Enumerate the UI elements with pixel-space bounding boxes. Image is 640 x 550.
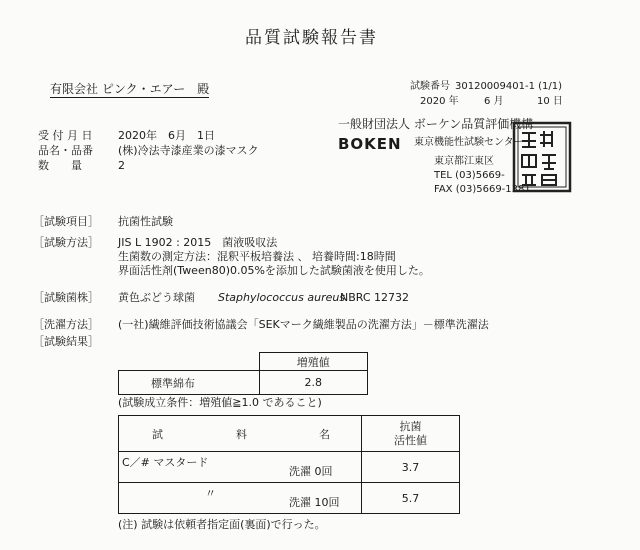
sample-table-header-value <box>362 416 460 452</box>
test-method-value: JIS L 1902 : 2015 菌液吸収法 <box>118 236 278 249</box>
sample-header-value-line2: 活性値 <box>394 433 427 447</box>
test-item-value: 抗菌性試験 <box>118 215 173 228</box>
sample-name: 〃 <box>205 487 216 500</box>
report-no-label: 試験番号 <box>410 81 450 92</box>
sample-header-char-1: 試 <box>152 428 163 441</box>
test-strain-latin: Staphylococcus aureus <box>218 291 346 304</box>
wash-method-value: (一社)繊維評価技術協議会「SEKマーク繊維製品の洗濯方法」－標準洗濯法 <box>118 318 489 331</box>
sample-name: C／# マスタード <box>122 456 209 469</box>
sample-table <box>118 415 460 514</box>
wash-method-label: ［洗濯方法］ <box>33 318 99 331</box>
sample-header-char-3: 名 <box>319 428 330 441</box>
org-fax: FAX (03)5669-1381 <box>434 184 531 195</box>
reception-date-value: 2020年 6月 1日 <box>118 129 215 142</box>
product-name-value: (株)冷法寺漆産業の漆マスク <box>118 144 259 157</box>
sample-value: 5.7 <box>362 483 460 514</box>
org-tel: TEL (03)5669- <box>434 170 505 181</box>
reception-date-label: 受 付 月 日 <box>38 129 93 142</box>
control-table <box>118 352 368 395</box>
issue-year: 2020 年 <box>420 96 459 107</box>
test-method-line2: 生菌数の測定方法：混釈平板培養法 、 培養時間:18時間 <box>118 250 396 263</box>
test-strain-label: ［試験菌株］ <box>33 291 99 304</box>
page-title: 品質試験報告書 <box>245 28 378 48</box>
control-table-header: 増殖値 <box>259 353 368 371</box>
footnote: (注) 試験は依頼者指定面(裏面)で行った。 <box>118 518 326 531</box>
test-item-label: ［試験項目］ <box>33 215 99 228</box>
product-name-label: 品名・品番 <box>38 144 93 157</box>
test-method-label: ［試験方法］ <box>33 236 99 249</box>
table-row <box>119 483 362 514</box>
sample-wash: 洗濯 0回 <box>289 465 333 478</box>
control-table-blank <box>119 353 260 371</box>
sample-table-header-name <box>119 416 362 452</box>
quantity-label: 数 量 <box>38 159 82 172</box>
test-method-line3: 界面活性剤(Tween80)0.05%を添加した試験菌液を使用した。 <box>118 264 430 277</box>
control-table-row-value: 2.8 <box>259 371 368 395</box>
org-name: 一般財団法人 ボーケン品質評価機構 <box>338 117 534 131</box>
quantity-value: 2 <box>118 159 125 172</box>
sample-header-char-2: 料 <box>236 428 247 441</box>
issue-month: 6 月 <box>484 96 504 107</box>
report-no: 30120009401-1 (1/1) <box>455 81 563 92</box>
issue-day: 10 日 <box>537 96 563 107</box>
control-table-row-label: 標準綿布 <box>119 371 260 395</box>
control-condition: (試験成立条件：増殖値≧1.0 であること) <box>118 396 322 409</box>
org-address: 東京都江東区 <box>434 156 494 167</box>
sample-value: 3.7 <box>362 452 460 483</box>
test-result-label: ［試験結果］ <box>33 335 99 348</box>
org-logo: BOKEN <box>338 135 402 153</box>
test-strain-code: NBRC 12732 <box>340 291 410 304</box>
sample-header-value-line1: 抗菌 <box>399 419 422 433</box>
sample-wash: 洗濯 10回 <box>289 496 340 509</box>
test-strain-jp: 黄色ぶどう球菌 <box>118 291 195 304</box>
org-lab: 東京機能性試験センター <box>414 137 524 148</box>
company-seal <box>512 121 572 193</box>
table-row <box>119 452 362 483</box>
recipient: 有限会社 ピンク・エアー 殿 <box>50 82 210 96</box>
